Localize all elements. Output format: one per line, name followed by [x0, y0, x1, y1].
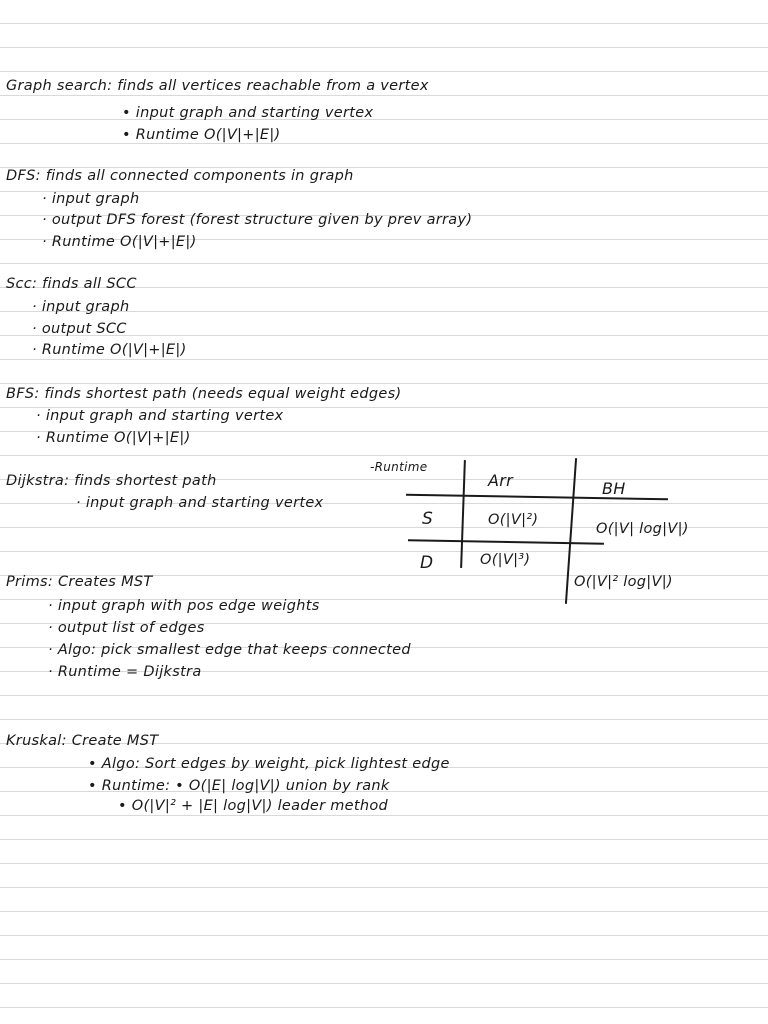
graph-search-title: Graph search: finds all vertices reachable from a vertex — [6, 78, 429, 94]
scc-item: · output SCC — [32, 321, 127, 337]
graph-search-item: • Runtime O(|V|+|E|) — [122, 127, 281, 143]
table-divider-horizontal — [408, 539, 604, 544]
prims-item: · output list of edges — [48, 620, 205, 636]
dijkstra-title: Dijkstra: finds shortest path — [6, 473, 217, 489]
prims-item: · Algo: pick smallest edge that keeps connected — [48, 642, 411, 658]
kruskal-item: • O(|V|² + |E| log|V|) leader method — [118, 798, 389, 814]
runtime-table-label: -Runtime — [370, 460, 428, 474]
runtime-cell: O(|V|³) — [480, 552, 531, 568]
runtime-cell: O(|V| log|V|) — [596, 521, 689, 537]
kruskal-item: • Runtime: • O(|E| log|V|) union by rank — [88, 778, 390, 794]
prims-item: · Runtime = Dijkstra — [48, 664, 202, 680]
prims-item: · input graph with pos edge weights — [48, 598, 320, 614]
scc-title: Scc: finds all SCC — [6, 276, 137, 292]
runtime-col-header: BH — [602, 479, 626, 498]
dijkstra-item: · input graph and starting vertex — [76, 495, 324, 511]
scc-item: · input graph — [32, 299, 130, 315]
runtime-row-label: S — [422, 509, 434, 529]
dfs-item: · input graph — [42, 191, 140, 207]
prims-title: Prims: Creates MST — [6, 574, 153, 590]
graph-search-item: • input graph and starting vertex — [122, 105, 374, 121]
table-divider-vertical — [460, 460, 466, 568]
dfs-item: · output DFS forest (forest structure given by prev array) — [42, 212, 473, 228]
table-divider-horizontal — [406, 494, 668, 500]
runtime-cell: O(|V|²) — [488, 512, 539, 528]
bfs-title: BFS: finds shortest path (needs equal weight edges) — [6, 386, 402, 402]
kruskal-title: Kruskal: Create MST — [6, 733, 159, 749]
dfs-title: DFS: finds all connected components in graph — [6, 168, 354, 184]
runtime-row-label: D — [420, 553, 434, 573]
dfs-item: · Runtime O(|V|+|E|) — [42, 234, 197, 250]
scc-item: · Runtime O(|V|+|E|) — [32, 342, 187, 358]
bfs-item: · input graph and starting vertex — [36, 408, 284, 424]
runtime-cell: O(|V|² log|V|) — [574, 574, 673, 590]
runtime-col-header: Arr — [488, 471, 514, 490]
bfs-item: · Runtime O(|V|+|E|) — [36, 430, 191, 446]
kruskal-item: • Algo: Sort edges by weight, pick lightest edge — [88, 756, 450, 772]
